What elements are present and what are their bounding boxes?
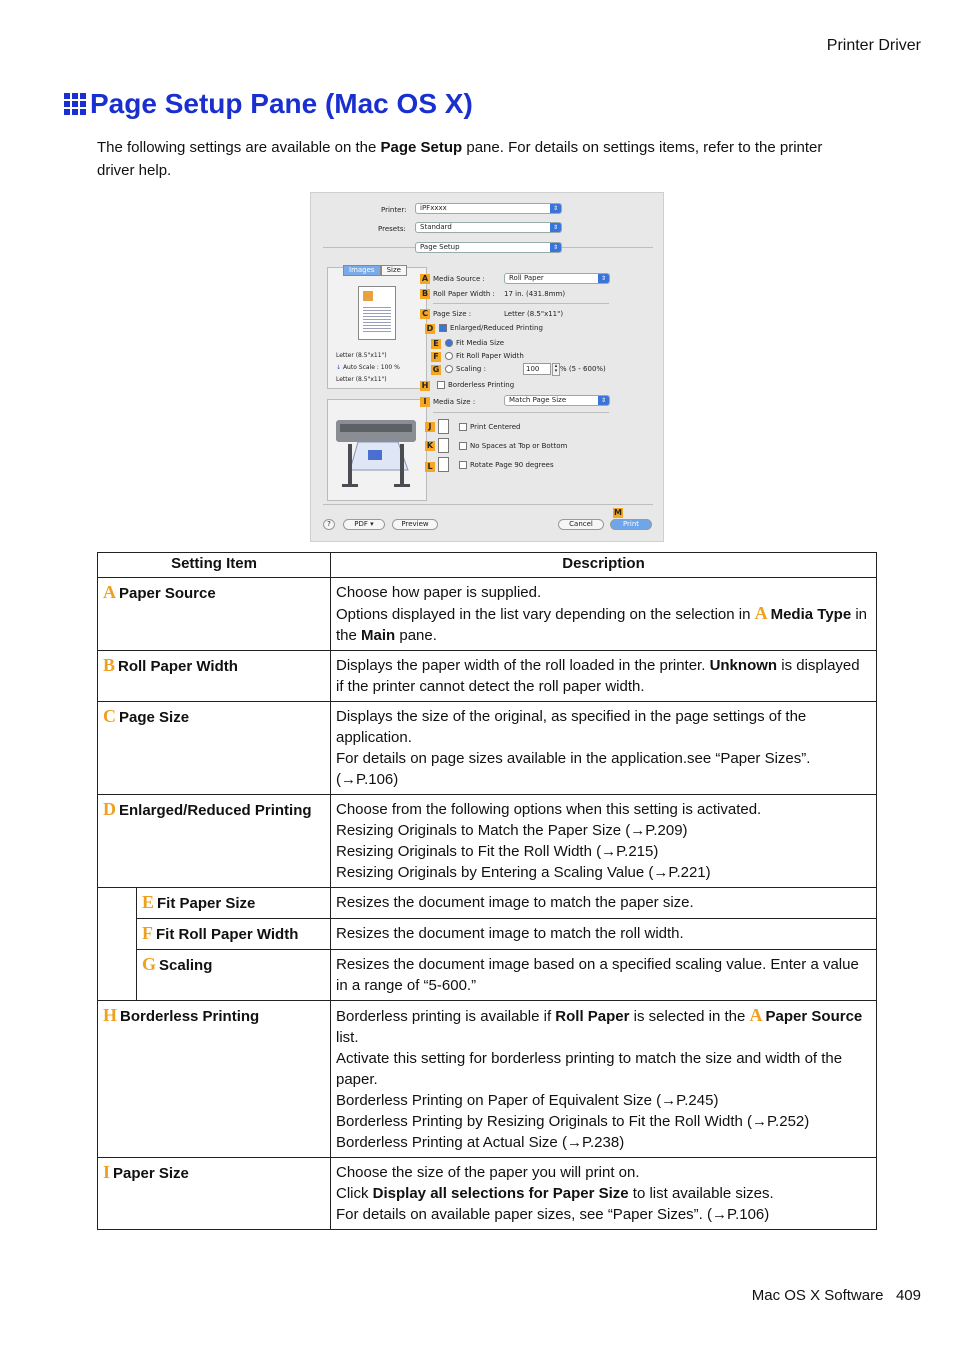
callout-l: L	[425, 462, 435, 472]
running-header: Printer Driver	[826, 37, 921, 54]
description-cell: Choose the size of the paper you will print on. Click Display all selections for Paper Size to list available sizes. For details on available paper sizes, see “Paper Sizes”. (→P.106)	[331, 1158, 877, 1230]
setting-item-cell: A Paper Source	[98, 578, 331, 651]
table-row	[98, 919, 877, 950]
media-source-popup[interactable]: Roll Paper ⇕	[504, 273, 610, 284]
arrow-down-icon: ↓	[336, 364, 343, 371]
printer-popup[interactable]: iPFxxxx ⇕	[415, 203, 562, 214]
settings-table	[97, 552, 877, 1230]
setting-item-cell: B Roll Paper Width	[98, 651, 331, 702]
preview-image-icon	[363, 291, 373, 301]
table-row	[98, 950, 877, 1001]
callout-k: K	[426, 441, 434, 450]
preview-scale-text: ↓ Auto Scale : 100 %	[336, 364, 400, 371]
roll-width-value: 17 in. (431.8mm)	[504, 290, 566, 298]
table-header-row	[98, 553, 877, 578]
callout-g: G	[432, 365, 440, 374]
popup-arrow-icon: ⇕	[550, 204, 561, 213]
table-row	[98, 578, 877, 651]
checkbox-icon	[459, 442, 467, 450]
key-letter: I	[103, 1162, 111, 1182]
key-letter: E	[142, 892, 155, 912]
borderless-checkbox[interactable]: Borderless Printing	[437, 381, 514, 389]
setting-item-cell: E Fit Paper Size	[137, 888, 331, 919]
popup-arrow-icon: ⇕	[598, 274, 609, 283]
callout-d: D	[426, 324, 434, 333]
key-letter: G	[142, 954, 157, 974]
description-cell: Displays the paper width of the roll loaded in the printer. Unknown is displayed if the printer cannot detect the roll paper width.	[331, 651, 877, 702]
callout-e: E	[431, 339, 441, 349]
description-cell: Resizes the document image based on a specified scaling value. Enter a value in a range of “5-600.”	[331, 950, 877, 1001]
no-spaces-checkbox[interactable]: No Spaces at Top or Bottom	[459, 442, 567, 450]
key-letter: H	[103, 1005, 118, 1025]
callout-a: A	[421, 274, 429, 283]
indent-cell	[98, 888, 137, 1001]
table-row	[98, 1001, 877, 1158]
setting-item-cell: F Fit Roll Paper Width	[137, 919, 331, 950]
callout-j: J	[425, 422, 435, 432]
setting-item-cell: H Borderless Printing	[98, 1001, 331, 1158]
description-cell: Choose from the following options when this setting is activated. Resizing Originals to Match the Paper Size (→P.209) Resizing Originals to Fit the Roll Width (→P.215) Resizing Originals by Entering a Scaling Value (→P.221)	[331, 795, 877, 888]
table-row	[98, 888, 877, 919]
checkbox-icon	[459, 461, 467, 469]
pane-popup[interactable]: Page Setup ⇕	[415, 242, 562, 253]
page-preview-thumbnail	[358, 286, 396, 340]
stepper-icon[interactable]: ▴ ▾	[552, 363, 560, 376]
rotate-icon	[438, 457, 449, 472]
checkbox-icon	[437, 381, 445, 389]
page-setup-screenshot	[310, 192, 664, 542]
page-size-label: Page Size :	[433, 310, 472, 318]
cancel-button[interactable]: Cancel	[558, 519, 604, 530]
header-description: Description	[331, 553, 877, 578]
pdf-button[interactable]: PDF ▾	[343, 519, 385, 530]
grid-icon	[64, 93, 86, 115]
presets-popup[interactable]: Standard ⇕	[415, 222, 562, 233]
enlarged-checkbox[interactable]: Enlarged/Reduced Printing	[439, 324, 543, 332]
preview-size-text: Letter (8.5"x11")	[336, 352, 387, 359]
description-cell: Resizes the document image to match the paper size.	[331, 888, 877, 919]
header-setting-item: Setting Item	[98, 553, 331, 578]
setting-item-cell: C Page Size	[98, 702, 331, 795]
roll-width-label: Roll Paper Width :	[433, 290, 495, 298]
page-number: 409	[895, 1287, 921, 1304]
layout-preview-panel	[327, 267, 427, 389]
printer-icon	[328, 400, 426, 500]
radio-icon	[445, 352, 453, 360]
key-letter: D	[103, 799, 116, 819]
popup-arrow-icon: ⇕	[598, 396, 609, 405]
preview-button[interactable]: Preview	[392, 519, 438, 530]
intro-paragraph: The following settings are available on the Page Setup pane. For details on settings items, refer to the printer driver help.	[97, 139, 823, 179]
presets-label: Presets:	[378, 225, 406, 233]
key-letter: A	[103, 582, 116, 602]
tab-size[interactable]: Size	[381, 265, 407, 276]
callout-b: B	[421, 289, 429, 298]
table-row	[98, 702, 877, 795]
callout-h: H	[421, 381, 429, 390]
table-row	[98, 651, 877, 702]
table-row	[98, 795, 877, 888]
rotate-checkbox[interactable]: Rotate Page 90 degrees	[459, 461, 554, 469]
page-footer: Mac OS X Software 409	[751, 1287, 921, 1304]
preview-tabs	[343, 265, 407, 276]
scaling-range: % (5 - 600%)	[560, 365, 606, 373]
description-cell: Choose how paper is supplied. Options displayed in the list vary depending on the selection in A Media Type in the Main pane.	[331, 578, 877, 651]
no-spaces-icon	[438, 438, 449, 453]
print-centered-icon	[438, 419, 449, 434]
preview-output-text: Letter (8.5"x11")	[336, 376, 387, 383]
popup-arrow-icon: ⇕	[550, 223, 561, 232]
callout-i: I	[420, 397, 430, 407]
popup-arrow-icon: ⇕	[550, 243, 561, 252]
checkbox-checked-icon	[439, 324, 447, 332]
setting-item-cell: D Enlarged/Reduced Printing	[98, 795, 331, 888]
fit-media-radio[interactable]: Fit Media Size	[445, 339, 504, 347]
tab-images[interactable]: Images	[343, 265, 381, 276]
key-letter: C	[103, 706, 116, 726]
separator	[323, 504, 653, 505]
print-button[interactable]: Print	[610, 519, 652, 530]
separator	[433, 303, 609, 304]
media-size-popup[interactable]: Match Page Size ⇕	[504, 395, 610, 406]
media-size-label: Media Size :	[433, 398, 476, 406]
radio-selected-icon	[445, 339, 453, 347]
media-source-label: Media Source :	[433, 275, 485, 283]
checkbox-icon	[459, 423, 467, 431]
separator	[433, 412, 609, 413]
page-size-value: Letter (8.5"x11")	[504, 310, 564, 318]
callout-c: C	[420, 309, 430, 319]
table-row	[98, 1158, 877, 1230]
key-letter: B	[103, 655, 116, 675]
fit-roll-radio[interactable]: Fit Roll Paper Width	[445, 352, 524, 360]
page-title: Page Setup Pane (Mac OS X)	[90, 88, 473, 119]
key-letter: F	[142, 923, 153, 943]
printer-illustration-panel	[327, 399, 427, 501]
description-cell: Resizes the document image to match the roll width.	[331, 919, 877, 950]
radio-icon	[445, 365, 453, 373]
printer-label: Printer:	[381, 206, 407, 214]
help-button[interactable]: ?	[323, 519, 335, 530]
scaling-radio[interactable]: Scaling :	[445, 365, 486, 373]
print-centered-checkbox[interactable]: Print Centered	[459, 423, 520, 431]
title-row	[64, 88, 473, 120]
preview-text-lines	[363, 305, 391, 333]
setting-item-cell: I Paper Size	[98, 1158, 331, 1230]
callout-f: F	[431, 352, 441, 362]
setting-item-cell: G Scaling	[137, 950, 331, 1001]
callout-m: M	[614, 508, 622, 517]
description-cell: Borderless printing is available if Roll Paper is selected in the A Paper Source list. Activate this setting for borderless printing to match the size and width of the paper. Borderless Printing on Paper of Equivalent Size (→P.245) Borderless Printing by Resizing Originals to Fit the Roll Width (→P.252) Borderless Printing at Actual Size (→P.238)	[331, 1001, 877, 1158]
scaling-input[interactable]: 100	[523, 363, 551, 375]
description-cell: Displays the size of the original, as specified in the page settings of the application. For details on page sizes available in the application.see “Paper Sizes”. (→P.106)	[331, 702, 877, 795]
